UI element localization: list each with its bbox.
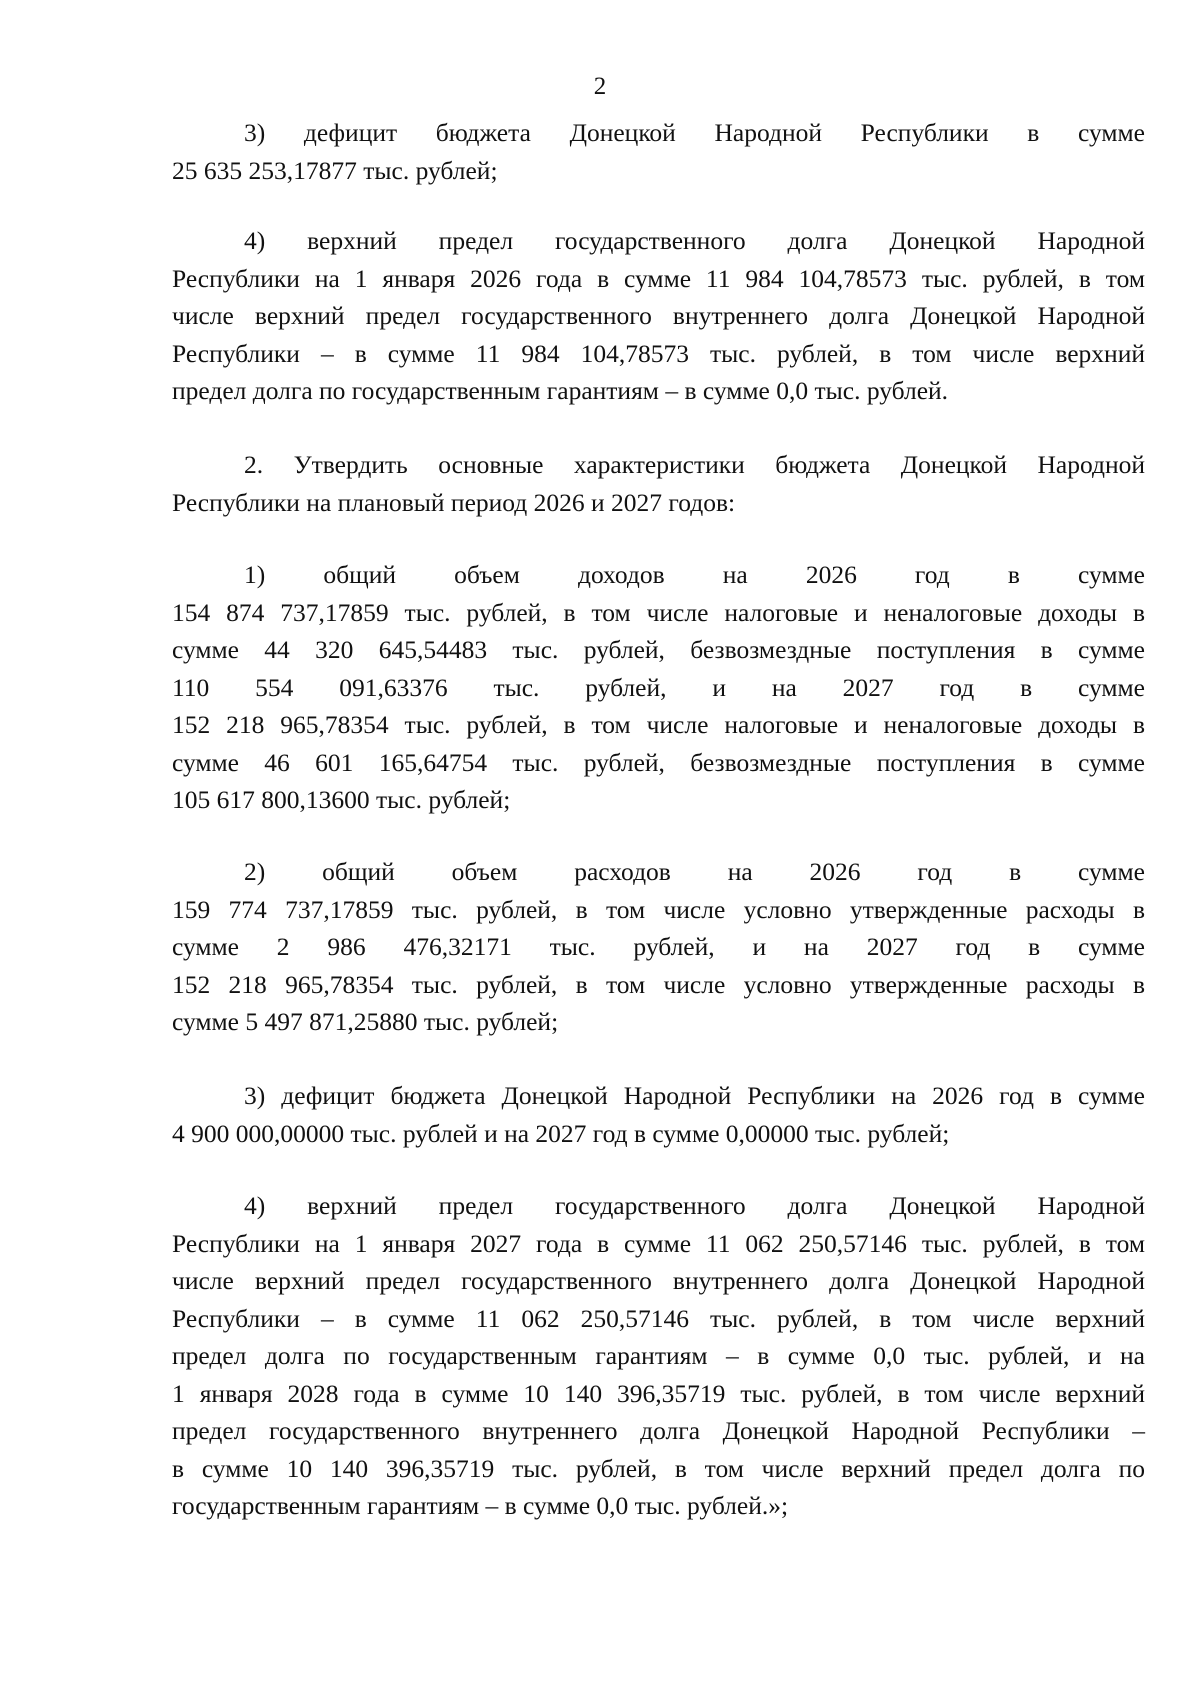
paragraph-line: 152 218 965,78354 тыс. рублей, в том числе налоговые и неналоговые доходы в <box>172 710 1145 739</box>
paragraph-deficit-2026-2027 <box>172 1077 1145 1152</box>
paragraph-line: 152 218 965,78354 тыс. рублей, в том числе условно утвержденные расходы в <box>172 969 1145 999</box>
paragraph-line: сумме 2 986 476,32171 тыс. рублей, и на 2027 год в сумме <box>172 932 1145 961</box>
paragraph-line: 2) общий объем расходов на 2026 год в сумме <box>244 857 1145 886</box>
paragraph-line: Республики на 1 января 2027 года в сумме 11 062 250,57146 тыс. рублей, в том <box>172 1228 1145 1258</box>
paragraph-line: предел долга по государственным гарантиям – в сумме 0,0 тыс. рублей, и на <box>172 1341 1145 1370</box>
paragraph-line: в сумме 10 140 396,35719 тыс. рублей, в том числе верхний предел долга по <box>172 1453 1145 1483</box>
page-number: 2 <box>593 73 607 100</box>
paragraph-line: 1 января 2028 года в сумме 10 140 396,35719 тыс. рублей, в том числе верхний <box>172 1378 1145 1408</box>
paragraph-line: Республики – в сумме 11 062 250,57146 тыс. рублей, в том числе верхний <box>172 1303 1145 1333</box>
paragraph-line: 25 635 253,17877 тыс. рублей; <box>172 155 498 185</box>
paragraph-line: 4) верхний предел государственного долга Донецкой Народной <box>244 1191 1145 1220</box>
paragraph-planning-period <box>172 446 1145 521</box>
paragraph-line: 2. Утвердить основные характеристики бюджета Донецкой Народной <box>244 450 1145 479</box>
paragraph-line: 3) дефицит бюджета Донецкой Народной Республики в сумме <box>244 118 1145 147</box>
paragraph-line: сумме 5 497 871,25880 тыс. рублей; <box>172 1007 559 1036</box>
paragraph-expenditures <box>172 853 1145 1041</box>
paragraph-line: числе верхний предел государственного внутреннего долга Донецкой Народной <box>172 301 1145 330</box>
paragraph-line: Республики – в сумме 11 984 104,78573 тыс. рублей, в том числе верхний <box>172 338 1145 368</box>
paragraph-revenues <box>172 556 1145 819</box>
paragraph-line: 159 774 737,17859 тыс. рублей, в том числе условно утвержденные расходы в <box>172 894 1145 924</box>
paragraph-line: 4) верхний предел государственного долга Донецкой Народной <box>244 226 1145 255</box>
paragraph-line: 154 874 737,17859 тыс. рублей, в том числе налоговые и неналоговые доходы в <box>172 597 1145 627</box>
paragraph-line: 3) дефицит бюджета Донецкой Народной Республики на 2026 год в сумме <box>244 1081 1145 1110</box>
paragraph-debt-limit-2026 <box>172 222 1145 410</box>
paragraph-line: предел государственного внутреннего долга Донецкой Народной Республики – <box>172 1416 1145 1445</box>
paragraph-line: 110 554 091,63376 тыс. рублей, и на 2027 год в сумме <box>172 672 1145 702</box>
paragraph-line: Республики на плановый период 2026 и 2027 годов: <box>172 487 736 517</box>
paragraph-line: числе верхний предел государственного внутреннего долга Донецкой Народной <box>172 1266 1145 1295</box>
paragraph-line: 1) общий объем доходов на 2026 год в сумме <box>244 560 1145 589</box>
paragraph-line: Республики на 1 января 2026 года в сумме 11 984 104,78573 тыс. рублей, в том <box>172 263 1145 293</box>
paragraph-debt-limit-2027-2028 <box>172 1187 1145 1525</box>
paragraph-line: сумме 46 601 165,64754 тыс. рублей, безвозмездные поступления в сумме <box>172 747 1145 777</box>
paragraph-line: 4 900 000,00000 тыс. рублей и на 2027 год в сумме 0,00000 тыс. рублей; <box>172 1118 950 1148</box>
paragraph-line: государственным гарантиям – в сумме 0,0 тыс. рублей.»; <box>172 1491 789 1520</box>
paragraph-line: предел долга по государственным гарантиям – в сумме 0,0 тыс. рублей. <box>172 376 949 405</box>
paragraph-line: сумме 44 320 645,54483 тыс. рублей, безвозмездные поступления в сумме <box>172 635 1145 664</box>
paragraph-deficit-2025 <box>172 114 1145 189</box>
paragraph-line: 105 617 800,13600 тыс. рублей; <box>172 785 511 814</box>
